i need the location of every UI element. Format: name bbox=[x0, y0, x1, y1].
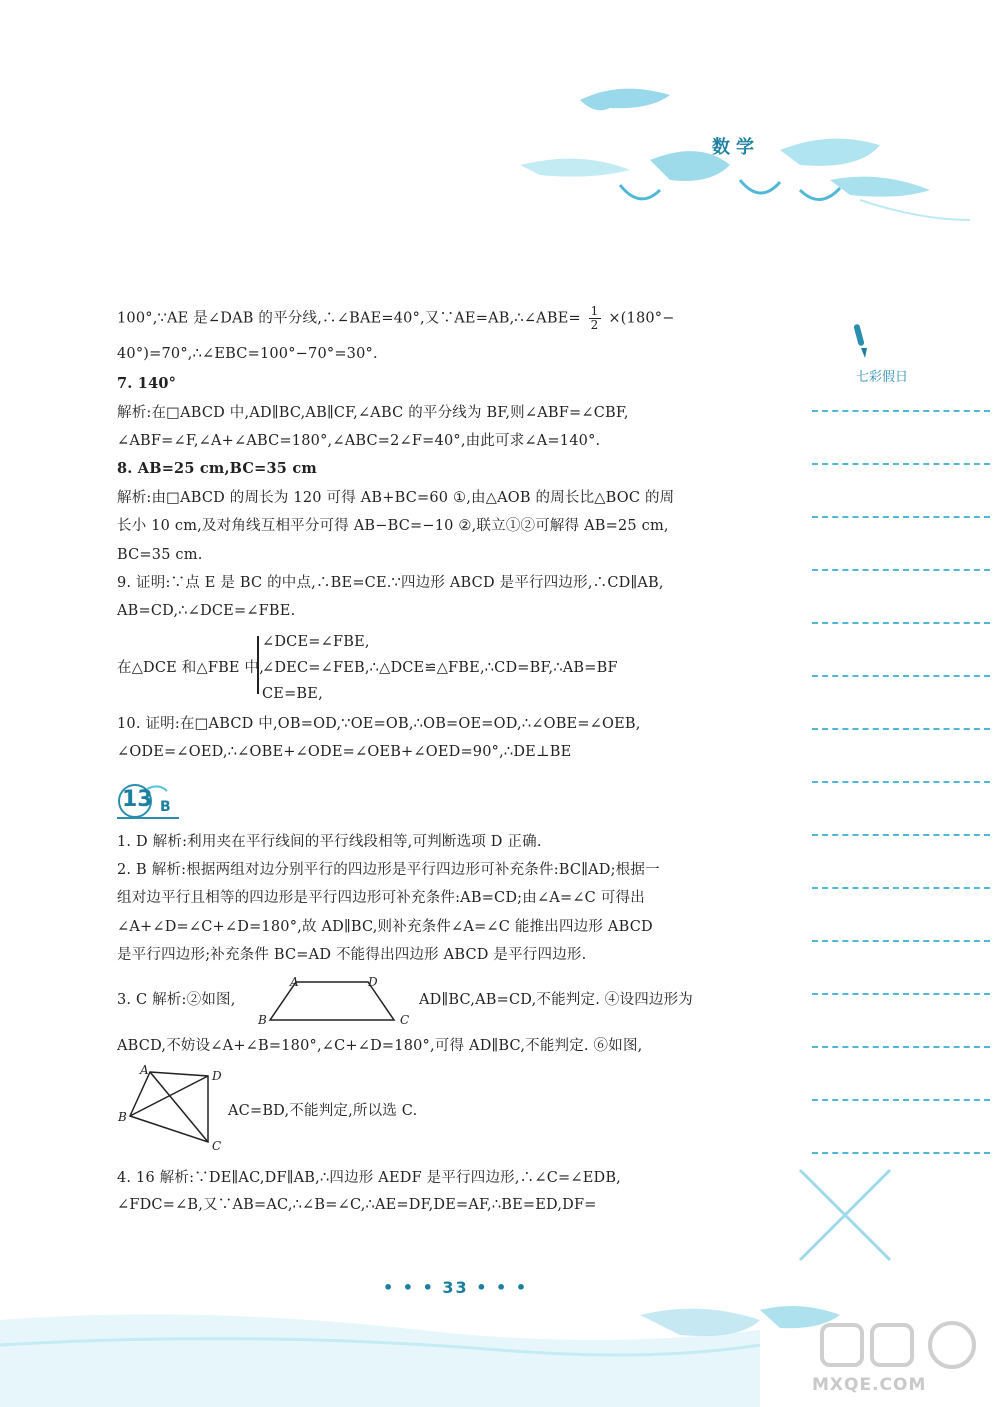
note-line bbox=[812, 940, 990, 942]
brace-line-2: ∠DEC=∠FEB,∴△DCE≌△FBE,∴CD=BF,∴AB=BF bbox=[262, 660, 618, 676]
note-line bbox=[812, 887, 990, 889]
note-line bbox=[812, 569, 990, 571]
text-line: 组对边平行且相等的四边形是平行四边形可补充条件:AB=CD;由∠A=∠C 可得出 bbox=[117, 890, 645, 906]
note-line bbox=[812, 516, 990, 518]
answer-2: 2. B 解析:根据两组对边分别平行的四边形是平行四边形可补充条件:BC∥AD;根据一 bbox=[117, 862, 660, 878]
answer-1: 1. D 解析:利用夹在平行线间的平行线段相等,可判断选项 D 正确. bbox=[117, 834, 542, 850]
side-title: 七彩假日 bbox=[856, 370, 909, 385]
note-line bbox=[812, 622, 990, 624]
text-line: ∠A+∠D=∠C+∠D=180°,故 AD∥BC,则补充条件∠A=∠C 能推出四边形 ABCD bbox=[117, 919, 653, 935]
note-line bbox=[812, 834, 990, 836]
text-line: 是平行四边形;补充条件 BC=AD 不能得出四边形 ABCD 是平行四边形. bbox=[117, 947, 587, 963]
section-number: 13 bbox=[122, 787, 153, 812]
cross-decoration bbox=[790, 1160, 900, 1270]
fig2-label-a: A bbox=[140, 1063, 149, 1077]
note-line bbox=[812, 781, 990, 783]
pen-icon bbox=[848, 322, 878, 362]
text-line: BC=35 cm. bbox=[117, 547, 203, 563]
fig1-label-d: D bbox=[368, 975, 378, 989]
text-line: ∠ABF=∠F,∠A+∠ABC=180°,∠ABC=2∠F=40°,由此可求∠A=140°. bbox=[117, 433, 601, 449]
fig1-label-c: C bbox=[400, 1013, 410, 1027]
answer-4: 4. 16 解析:∵DE∥AC,DF∥AB,∴四边形 AEDF 是平行四边形,∴∠C=∠EDB, bbox=[117, 1170, 621, 1186]
watermark-text: MXQE.COM bbox=[812, 1375, 927, 1395]
note-line bbox=[812, 463, 990, 465]
text-line: AD∥BC,AB=CD,不能判定. ④设四边形为 bbox=[419, 992, 694, 1008]
trapezoid-figure bbox=[256, 970, 416, 1030]
text-line: 40°)=70°,∴∠EBC=100°−70°=30°. bbox=[117, 346, 378, 362]
text-line: ∠FDC=∠B,又∵AB=AC,∴∠B=∠C,∴AE=DF,DE=AF,∴BE=ED,DF= bbox=[117, 1197, 597, 1213]
note-line bbox=[812, 1152, 990, 1154]
text-line: 100°,∵AE 是∠DAB 的平分线,∴∠BAE=40°,又∵AE=AB,∴∠ABE= $\frac{1}{2}$ ×(180°− bbox=[117, 304, 675, 332]
page-number: • • • 33 • • • bbox=[383, 1278, 529, 1297]
fig2-label-b: B bbox=[118, 1110, 127, 1124]
text-line: ∠ODE=∠OED,∴∠OBE+∠ODE=∠OEB+∠OED=90°,∴DE⊥BE bbox=[117, 744, 572, 760]
note-line bbox=[812, 675, 990, 677]
fig1-label-a: A bbox=[290, 975, 299, 989]
text-line: 解析:在□ABCD 中,AD∥BC,AB∥CF,∠ABC 的平分线为 BF,则∠ABF=∠CBF, bbox=[117, 405, 629, 421]
quadrilateral-figure bbox=[116, 1062, 226, 1154]
fig2-label-c: C bbox=[212, 1139, 222, 1153]
note-line bbox=[812, 728, 990, 730]
fig2-label-d: D bbox=[212, 1069, 222, 1083]
text-line: ABCD,不妨设∠A+∠B=180°,∠C+∠D=180°,可得 AD∥BC,不能判定. ⑥如图, bbox=[117, 1038, 643, 1054]
fraction-numerator: 1 bbox=[590, 304, 599, 318]
section-badge bbox=[117, 783, 179, 819]
text-line: 长小 10 cm,及对角线互相平分可得 AB−BC=−10 ②,联立①②可解得 AB=25 cm, bbox=[117, 518, 669, 534]
fig1-label-b: B bbox=[258, 1013, 267, 1027]
brace-line-1: ∠DCE=∠FBE, bbox=[262, 634, 370, 650]
answer-3: 3. C 解析:②如图, bbox=[117, 992, 236, 1008]
answer-10: 10. 证明:在□ABCD 中,OB=OD,∵OE=OB,∴OB=OE=OD,∴∠OBE=∠OEB, bbox=[117, 716, 641, 732]
answer-9: 9. 证明:∵点 E 是 BC 的中点,∴BE=CE.∵四边形 ABCD 是平行四边形,∴CD∥AB, bbox=[117, 575, 664, 591]
note-line bbox=[812, 993, 990, 995]
answer-7: 7. 140° bbox=[117, 375, 177, 392]
note-line bbox=[812, 1046, 990, 1048]
text-line: 解析:由□ABCD 的周长为 120 可得 AB+BC=60 ①,由△AOB 的周长比△BOC 的周 bbox=[117, 490, 675, 506]
subject-title: 数学 bbox=[712, 137, 760, 158]
fraction-denominator: 2 bbox=[590, 318, 599, 332]
note-line bbox=[812, 1099, 990, 1101]
text-line: AC=BD,不能判定,所以选 C. bbox=[228, 1103, 418, 1119]
answer-8: 8. AB=25 cm,BC=35 cm bbox=[117, 460, 317, 477]
section-letter: B bbox=[160, 799, 171, 815]
brace-line-3: CE=BE, bbox=[262, 686, 323, 702]
brace-prefix: 在△DCE 和△FBE 中, bbox=[117, 660, 265, 676]
note-line bbox=[812, 410, 990, 412]
text-line: AB=CD,∴∠DCE=∠FBE. bbox=[117, 603, 296, 619]
